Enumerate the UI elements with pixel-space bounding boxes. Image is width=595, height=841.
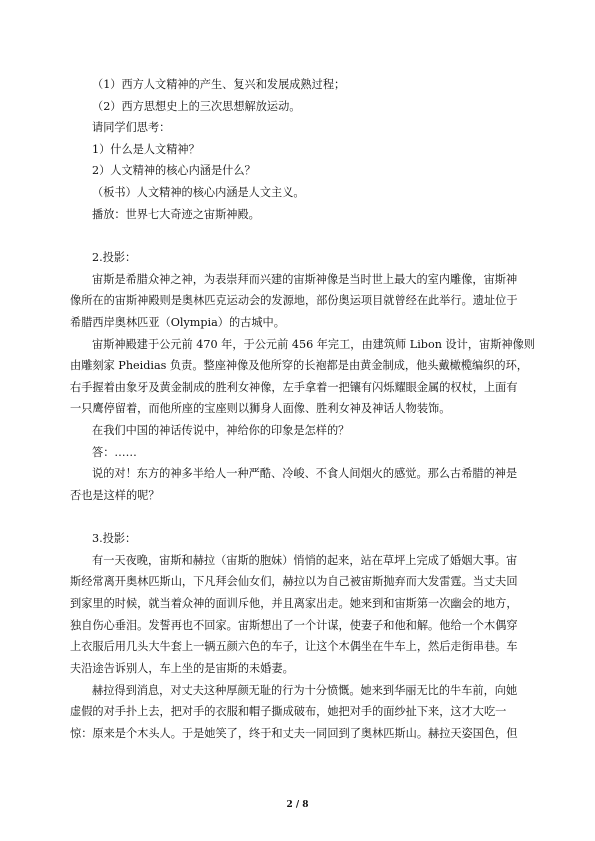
text-line: 斯经常离开奥林匹斯山，下凡拜会仙女们，赫拉以为自己被宙斯抛弃而大发雷霆。当丈夫回 [70,575,518,588]
text-line: 像所在的宙斯神殿则是奥林匹克运动会的发源地，部份奥运项目就曾经在此举行。遗址位于 [70,294,518,307]
text-line: （2）西方思想史上的三次思想解放运动。 [92,100,301,113]
text-line: 希腊西岸奥林匹亚（Olympia）的古城中。 [70,316,285,329]
text-line: 到家里的时候，就当着众神的面训斥他，并且离家出走。她来到和宙斯第一次幽会的地方， [70,597,518,610]
text-line: （1）西方人文精神的产生、复兴和发展成熟过程； [92,78,346,91]
text-line: 播放：世界七大奇迹之宙斯神殿。 [92,208,260,221]
text-line: 有一天夜晚，宙斯和赫拉（宙斯的胞妹）悄悄的起来，站在草坪上完成了婚姻大事。宙 [92,554,518,567]
text-line: （板书）人文精神的核心内涵是人文主义。 [92,186,305,199]
text-line: 宙斯神殿建于公元前 470 年，于公元前 456 年完工，由建筑师 Libon 设计，宙斯神像则 [92,338,535,351]
section-heading: 2.投影： [92,251,137,264]
text-line: 说的对！东方的神多半给人一种严酷、冷峻、不食人间烟火的感觉。那么古希腊的神是 [92,467,518,480]
text-line: 惊：原来是个木头人。于是她笑了，终于和丈夫一同回到了奥林匹斯山。赫拉天姿国色，但 [70,727,518,740]
text-line: 夫沿途告诉别人，车上坐的是宙斯的未婚妻。 [70,662,294,675]
text-line: 虚假的对手扑上去，把对手的衣服和帽子撕成破布，她把对手的面纱扯下来，这才大吃一 [70,705,507,718]
text-line: 独自伤心垂泪。发誓再也不回家。宙斯想出了一个计谋，使妻子和他和解。他给一个木偶穿 [70,619,518,632]
text-line: 上衣服后用几头大牛套上一辆五颜六色的车子，让这个木偶坐在牛车上，然后走街串巷。车 [70,640,518,653]
text-line: 赫拉得到消息，对丈夫这种厚颜无耻的行为十分愤慨。她来到华丽无比的牛车前，向她 [92,684,518,697]
text-line: 在我们中国的神话传说中，神给你的印象是怎样的？ [92,424,350,437]
text-line: 宙斯是希腊众神之神，为表崇拜而兴建的宙斯神像是当时世上最大的室内雕像，宙斯神 [92,273,518,286]
section-heading: 3.投影： [92,532,137,545]
text-line: 一只鹰停留着，而他所座的宝座则以狮身人面像、胜利女神及神话人物装饰。 [70,402,451,415]
page-number: 2 / 8 [286,800,309,810]
text-line: 请同学们思考： [92,121,171,134]
text-line: 右手握着由象牙及黄金制成的胜利女神像，左手拿着一把镶有闪烁耀眼金属的权杖，上面有 [70,381,518,394]
text-line: 2）人文精神的核心内涵是什么？ [92,164,256,177]
text-line: 答：…… [92,446,137,459]
text-line: 否也是这样的呢？ [70,489,160,502]
text-line: 由雕刻家 Pheidias 负责。整座神像及他所穿的长袍都是由黄金制成，他头戴橄榄编织的环， [70,359,528,372]
text-line: 1）什么是人文精神？ [92,143,200,156]
